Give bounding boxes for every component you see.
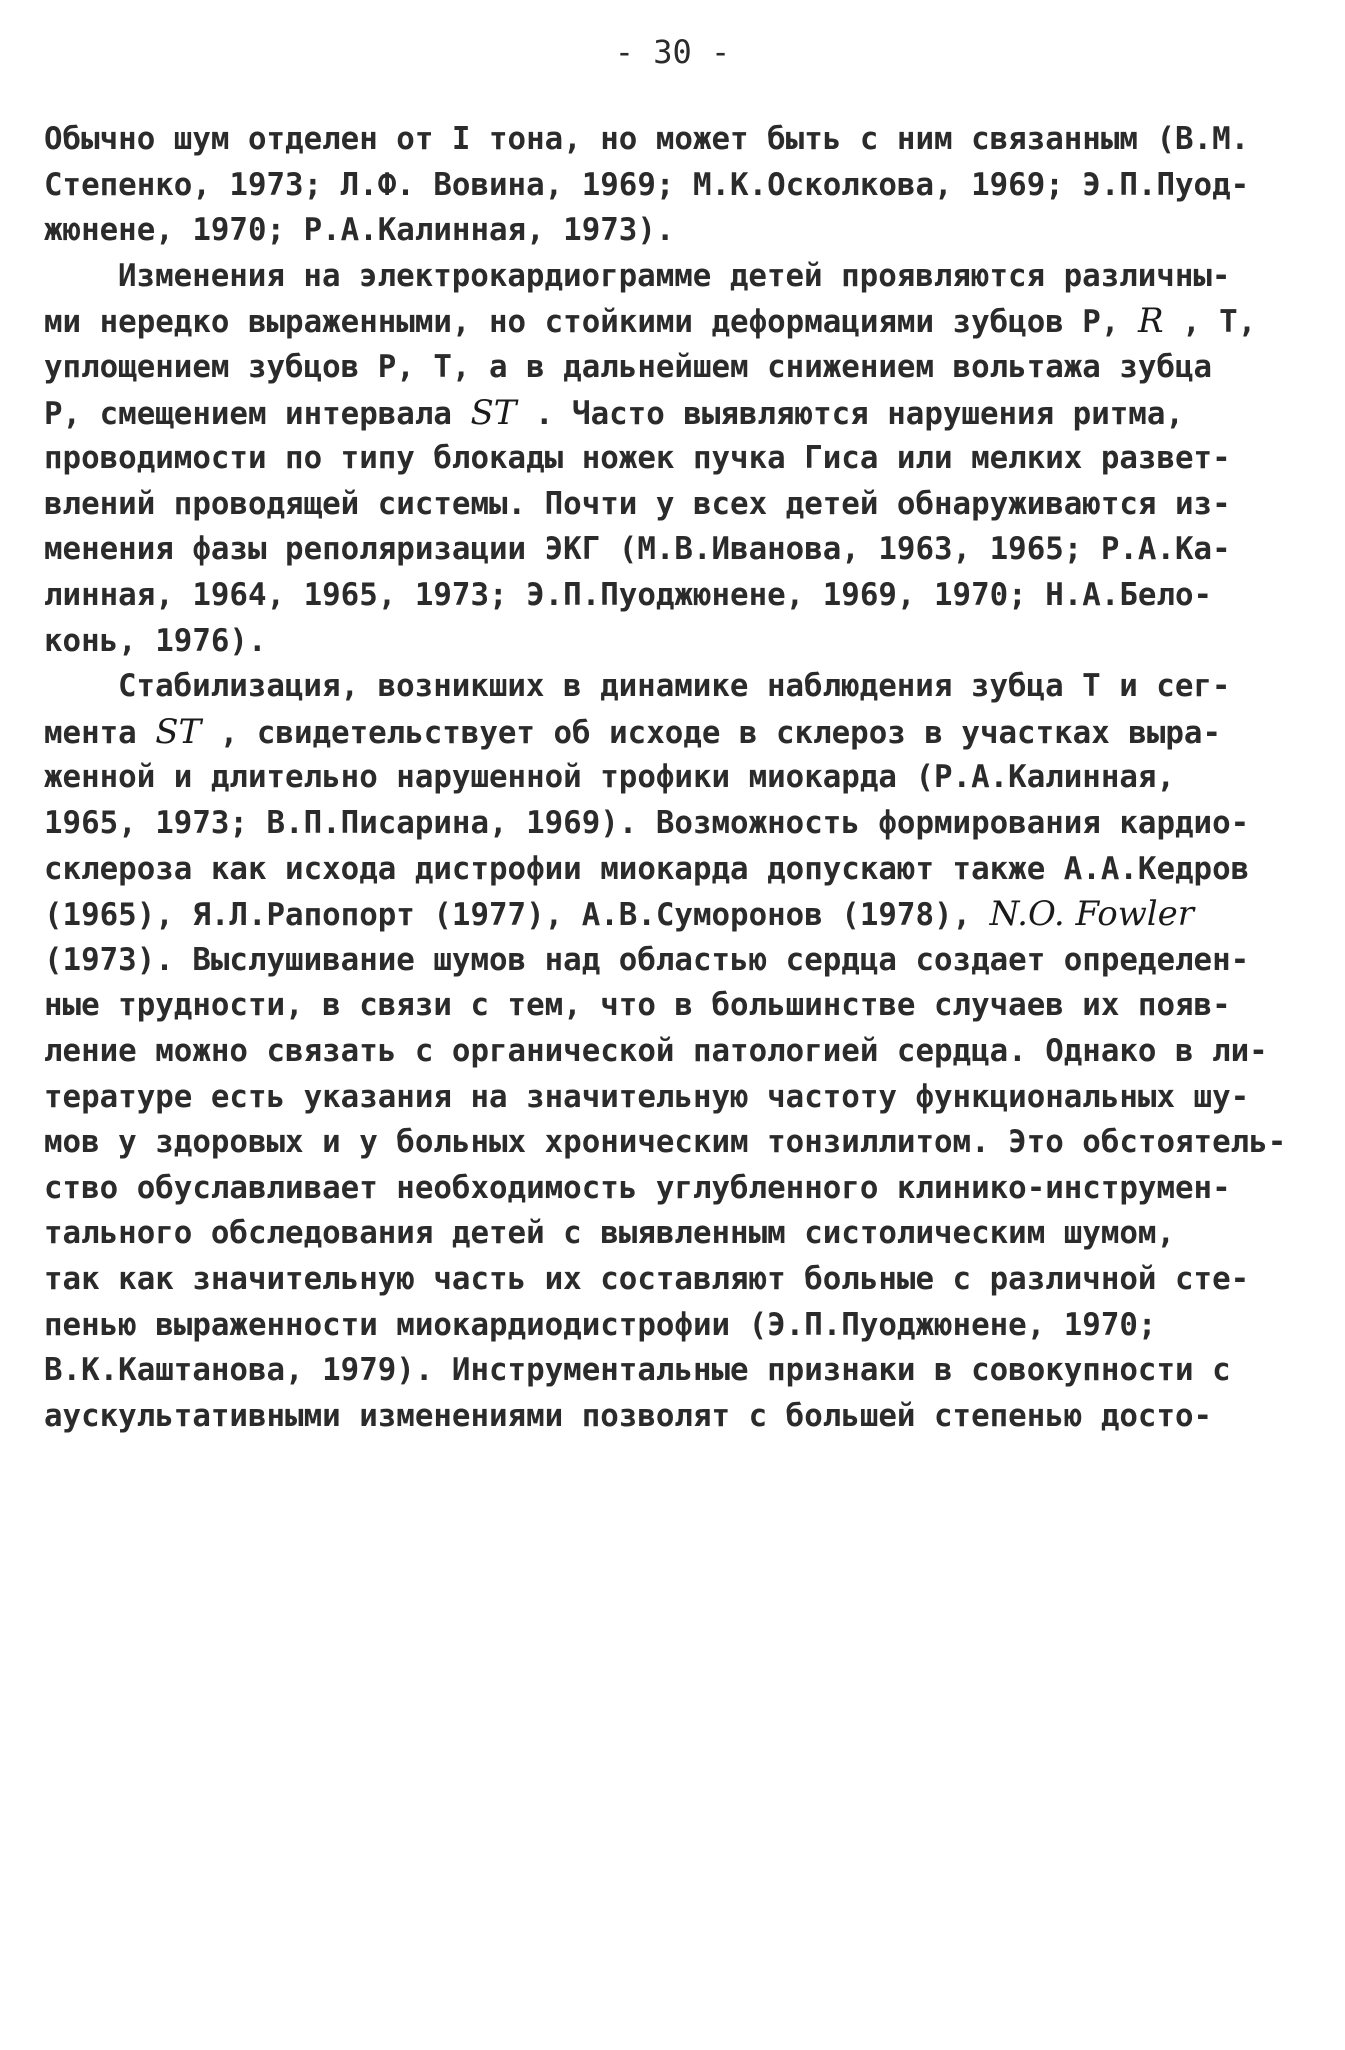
line-text: ные трудности, в связи с тем, что в большинстве случаев их появ- bbox=[44, 987, 1231, 1024]
line-text: проводимости по типу блокады ножек пучка Гиса или мелких развет- bbox=[44, 440, 1231, 477]
text-line bbox=[44, 982, 1231, 1028]
text-line bbox=[44, 846, 1249, 892]
line-text: В.К.Каштанова, 1979). Инструментальные признаки в совокупности с bbox=[44, 1352, 1231, 1389]
text-line bbox=[44, 1028, 1268, 1074]
text-line bbox=[44, 1302, 1156, 1348]
line-text: ство обуславливает необходимость углубленного клинико-инструмен- bbox=[44, 1169, 1231, 1206]
line-text: Изменения на электрокардиограмме детей проявляются различны- bbox=[118, 257, 1231, 294]
text-line bbox=[44, 1347, 1231, 1393]
text-line bbox=[44, 937, 1249, 983]
line-text: Степенко, 1973; Л.Ф. Вовина, 1969; М.К.Осколкова, 1969; Э.П.Пуод- bbox=[44, 166, 1250, 203]
text-line bbox=[44, 709, 1221, 755]
text-line bbox=[44, 298, 1256, 344]
line-text: менения фазы реполяризации ЭКГ (М.В.Иванова, 1963, 1965; Р.А.Ка- bbox=[44, 531, 1231, 568]
handwritten-insert: ST bbox=[155, 711, 202, 752]
text-line bbox=[44, 526, 1231, 572]
line-text: склероза как исхода дистрофии миокарда допускают также А.А.Кедров bbox=[44, 850, 1250, 887]
text-line bbox=[44, 800, 1249, 846]
line-text: Обычно шум отделен от I тона, но может быть с ним связанным (В.М. bbox=[44, 121, 1250, 157]
line-text: так как значительную часть их составляют больные с различной сте- bbox=[44, 1261, 1250, 1297]
text-line bbox=[44, 1393, 1212, 1439]
line-text: влений проводящей системы. Почти у всех детей обнаруживаются из- bbox=[44, 485, 1231, 522]
text-line bbox=[44, 116, 1249, 162]
text-line bbox=[44, 1256, 1249, 1302]
line-text: (1965), Я.Л.Рапопорт (1977), А.В.Суморонов (1978), bbox=[44, 897, 990, 934]
line-text: (1973). Выслушивание шумов над областью сердца создает определен- bbox=[44, 941, 1250, 978]
handwritten-insert: ST bbox=[470, 392, 517, 433]
line-text-continued: , свидетельствует об исходе в склероз в участках выра- bbox=[201, 714, 1222, 751]
line-text: P, смещением интервала bbox=[44, 395, 471, 432]
text-line bbox=[118, 663, 1230, 709]
text-line bbox=[44, 754, 1175, 800]
line-text: тературе есть указания на значительную частоту функциональных шу- bbox=[44, 1078, 1250, 1115]
line-text: мента bbox=[44, 714, 156, 751]
line-text: женной и длительно нарушенной трофики миокарда (Р.А.Калинная, bbox=[44, 759, 1176, 796]
line-text: 1965, 1973; В.П.Писарина, 1969). Возможность формирования кардио- bbox=[44, 805, 1250, 841]
line-text: тального обследования детей с выявленным систолическим шумом, bbox=[44, 1215, 1176, 1252]
line-text: уплощением зубцов P, T, а в дальнейшем снижением вольтажа зубца bbox=[44, 349, 1213, 385]
line-text-continued: , T, bbox=[1163, 304, 1257, 341]
text-line bbox=[44, 1119, 1286, 1165]
line-text: пенью выраженности миокардиодистрофии (Э.П.Пуоджюнене, 1970; bbox=[44, 1306, 1157, 1343]
line-text: мов у здоровых и у больных хроническим тонзиллитом. Это обстоятель- bbox=[44, 1124, 1287, 1161]
text-line bbox=[44, 481, 1231, 527]
line-text: жюнене, 1970; Р.А.Калинная, 1973). bbox=[44, 212, 675, 249]
text-line bbox=[44, 891, 1194, 937]
text-line bbox=[44, 1074, 1249, 1120]
line-text: ми нередко выраженными, но стойкими деформациями зубцов P, bbox=[44, 304, 1138, 341]
line-text: конь, 1976). bbox=[44, 622, 267, 659]
text-line bbox=[44, 162, 1249, 208]
text-line bbox=[44, 572, 1212, 618]
line-text-continued: . Часто выявляются нарушения ритма, bbox=[516, 395, 1184, 432]
line-text: аускультативными изменениями позволят с большей степенью досто- bbox=[44, 1397, 1213, 1434]
line-text: Стабилизация, возникших в динамике наблюдения зубца T и сег- bbox=[118, 668, 1231, 705]
line-text: линная, 1964, 1965, 1973; Э.П.Пуоджюнене, 1969, 1970; Н.А.Бело- bbox=[44, 577, 1213, 613]
text-line bbox=[44, 344, 1212, 390]
handwritten-insert: N.O. Fowler bbox=[989, 894, 1195, 935]
text-line bbox=[44, 1165, 1231, 1211]
text-line bbox=[44, 207, 674, 253]
text-line bbox=[44, 618, 267, 664]
handwritten-insert: R bbox=[1137, 301, 1164, 342]
text-line bbox=[44, 435, 1231, 481]
text-line bbox=[118, 253, 1230, 299]
page-number: - 30 - bbox=[614, 33, 731, 71]
line-text: ление можно связать с органической патологией сердца. Однако в ли- bbox=[44, 1033, 1268, 1069]
text-line bbox=[44, 1210, 1175, 1256]
text-line bbox=[44, 390, 1184, 436]
